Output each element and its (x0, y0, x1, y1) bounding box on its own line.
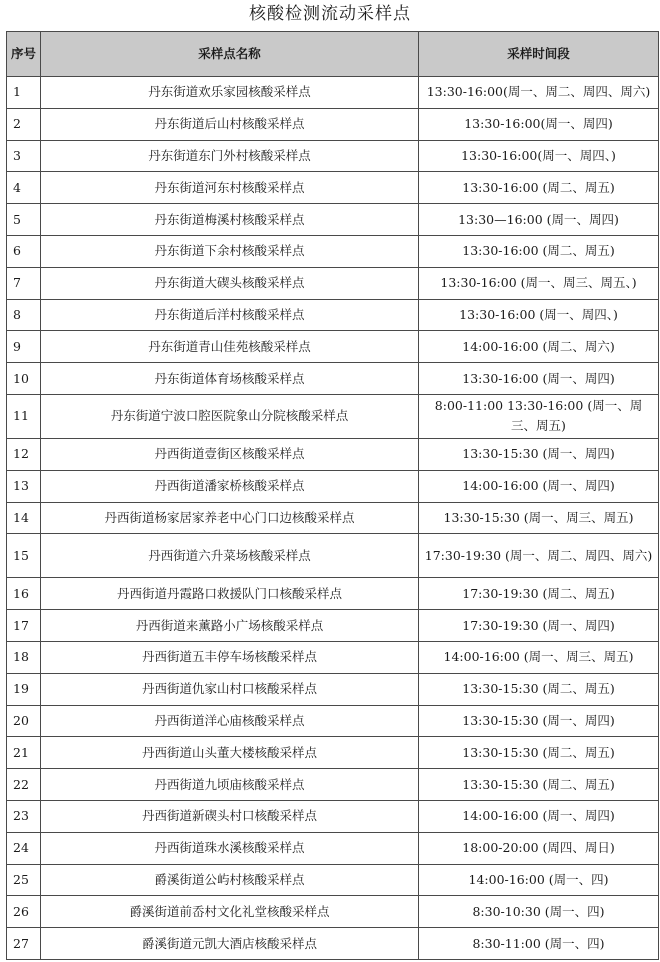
table-row (7, 267, 659, 299)
row-time-slot: 13:30-15:30 (周二、周五) (419, 769, 659, 801)
row-time-slot: 13:30-15:30 (周一、周四) (419, 705, 659, 737)
row-time-slot: 13:30-16:00(周一、周二、周四、周六) (419, 77, 659, 109)
row-number: 10 (7, 363, 41, 395)
table-row (7, 737, 659, 769)
row-site-name: 丹西街道六升菜场核酸采样点 (41, 534, 419, 578)
row-time-slot: 13:30-16:00 (周一、周三、周五、) (419, 267, 659, 299)
row-number: 4 (7, 172, 41, 204)
row-site-name: 丹西街道来薰路小广场核酸采样点 (41, 610, 419, 642)
row-number: 26 (7, 896, 41, 928)
row-number: 16 (7, 578, 41, 610)
table-row (7, 299, 659, 331)
row-time-slot: 8:30-10:30 (周一、四) (419, 896, 659, 928)
row-site-name: 丹东街道欢乐家园核酸采样点 (41, 77, 419, 109)
row-time-slot: 13:30-16:00 (周一、周四) (419, 363, 659, 395)
row-site-name: 丹东街道后山村核酸采样点 (41, 108, 419, 140)
row-time-slot: 13:30-15:30 (周一、周三、周五) (419, 502, 659, 534)
table-row (7, 832, 659, 864)
page-title: 核酸检测流动采样点 (249, 4, 411, 24)
row-number: 19 (7, 673, 41, 705)
table-row (7, 394, 659, 438)
table-row (7, 578, 659, 610)
row-time-slot: 13:30-15:30 (周二、周五) (419, 737, 659, 769)
row-number: 25 (7, 864, 41, 896)
row-number: 22 (7, 769, 41, 801)
table-row (7, 363, 659, 395)
table-row (7, 896, 659, 928)
row-site-name: 丹东街道河东村核酸采样点 (41, 172, 419, 204)
row-site-name: 丹东街道大碶头核酸采样点 (41, 267, 419, 299)
row-site-name: 丹西街道珠水溪核酸采样点 (41, 832, 419, 864)
row-site-name: 丹西街道潘家桥核酸采样点 (41, 470, 419, 502)
table-header-row (7, 32, 659, 77)
row-number: 2 (7, 108, 41, 140)
row-number: 14 (7, 502, 41, 534)
row-number: 18 (7, 641, 41, 673)
table-row (7, 673, 659, 705)
row-number: 23 (7, 800, 41, 832)
table-body (7, 77, 659, 960)
table-row (7, 705, 659, 737)
sampling-points-table (6, 31, 659, 960)
row-time-slot: 17:30-19:30 (周一、周二、周四、周六) (419, 534, 659, 578)
row-site-name: 丹东街道体育场核酸采样点 (41, 363, 419, 395)
row-time-slot: 13:30-16:00(周一、周四、) (419, 140, 659, 172)
row-time-slot: 8:00-11:00 13:30-16:00 (周一、周三、周五) (419, 394, 659, 438)
table-row (7, 800, 659, 832)
row-number: 7 (7, 267, 41, 299)
header-name: 采样点名称 (41, 32, 419, 77)
row-number: 17 (7, 610, 41, 642)
row-number: 20 (7, 705, 41, 737)
row-time-slot: 14:00-16:00 (周一、周三、周五) (419, 641, 659, 673)
row-time-slot: 18:00-20:00 (周四、周日) (419, 832, 659, 864)
table-row (7, 235, 659, 267)
row-number: 6 (7, 235, 41, 267)
row-site-name: 丹东街道东门外村核酸采样点 (41, 140, 419, 172)
table-row (7, 438, 659, 470)
table-row (7, 769, 659, 801)
row-number: 1 (7, 77, 41, 109)
row-number: 27 (7, 928, 41, 960)
row-site-name: 丹东街道后洋村核酸采样点 (41, 299, 419, 331)
row-time-slot: 17:30-19:30 (周一、周四) (419, 610, 659, 642)
table-row (7, 108, 659, 140)
table-row (7, 331, 659, 363)
table-row (7, 204, 659, 236)
row-number: 8 (7, 299, 41, 331)
table-row (7, 140, 659, 172)
row-number: 5 (7, 204, 41, 236)
row-site-name: 丹西街道新碶头村口核酸采样点 (41, 800, 419, 832)
row-time-slot: 13:30-15:30 (周二、周五) (419, 673, 659, 705)
row-time-slot: 17:30-19:30 (周二、周五) (419, 578, 659, 610)
table-row (7, 502, 659, 534)
row-site-name: 丹西街道五丰停车场核酸采样点 (41, 641, 419, 673)
row-time-slot: 14:00-16:00 (周二、周六) (419, 331, 659, 363)
row-site-name: 丹东街道下余村核酸采样点 (41, 235, 419, 267)
row-time-slot: 13:30-16:00(周一、周四) (419, 108, 659, 140)
header-seq: 序号 (7, 32, 41, 77)
row-time-slot: 14:00-16:00 (周一、周四) (419, 800, 659, 832)
row-time-slot: 13:30-16:00 (周二、周五) (419, 172, 659, 204)
row-site-name: 爵溪街道前岙村文化礼堂核酸采样点 (41, 896, 419, 928)
row-number: 12 (7, 438, 41, 470)
row-time-slot: 13:30-15:30 (周一、周四) (419, 438, 659, 470)
row-number: 11 (7, 394, 41, 438)
row-site-name: 丹西街道洋心庙核酸采样点 (41, 705, 419, 737)
table-row (7, 610, 659, 642)
row-site-name: 丹西街道仇家山村口核酸采样点 (41, 673, 419, 705)
row-time-slot: 13:30-16:00 (周二、周五) (419, 235, 659, 267)
table-row (7, 641, 659, 673)
row-number: 13 (7, 470, 41, 502)
row-number: 15 (7, 534, 41, 578)
table-row (7, 172, 659, 204)
header-time: 采样时间段 (419, 32, 659, 77)
table-row (7, 864, 659, 896)
table-row (7, 534, 659, 578)
row-site-name: 丹西街道丹霞路口救援队门口核酸采样点 (41, 578, 419, 610)
row-time-slot: 14:00-16:00 (周一、周四) (419, 470, 659, 502)
row-site-name: 丹东街道梅溪村核酸采样点 (41, 204, 419, 236)
row-number: 9 (7, 331, 41, 363)
row-time-slot: 13:30—16:00 (周一、周四) (419, 204, 659, 236)
row-site-name: 丹西街道九顷庙核酸采样点 (41, 769, 419, 801)
row-site-name: 丹东街道青山佳苑核酸采样点 (41, 331, 419, 363)
row-number: 3 (7, 140, 41, 172)
row-site-name: 丹西街道杨家居家养老中心门口边核酸采样点 (41, 502, 419, 534)
row-site-name: 爵溪街道公屿村核酸采样点 (41, 864, 419, 896)
row-site-name: 丹西街道壹街区核酸采样点 (41, 438, 419, 470)
table-row (7, 928, 659, 960)
row-site-name: 丹东街道宁波口腔医院象山分院核酸采样点 (41, 394, 419, 438)
row-time-slot: 14:00-16:00 (周一、四) (419, 864, 659, 896)
table-row (7, 470, 659, 502)
row-number: 21 (7, 737, 41, 769)
row-time-slot: 13:30-16:00 (周一、周四、) (419, 299, 659, 331)
table-row (7, 77, 659, 109)
row-number: 24 (7, 832, 41, 864)
row-site-name: 爵溪街道元凯大酒店核酸采样点 (41, 928, 419, 960)
row-time-slot: 8:30-11:00 (周一、四) (419, 928, 659, 960)
row-site-name: 丹西街道山头董大楼核酸采样点 (41, 737, 419, 769)
